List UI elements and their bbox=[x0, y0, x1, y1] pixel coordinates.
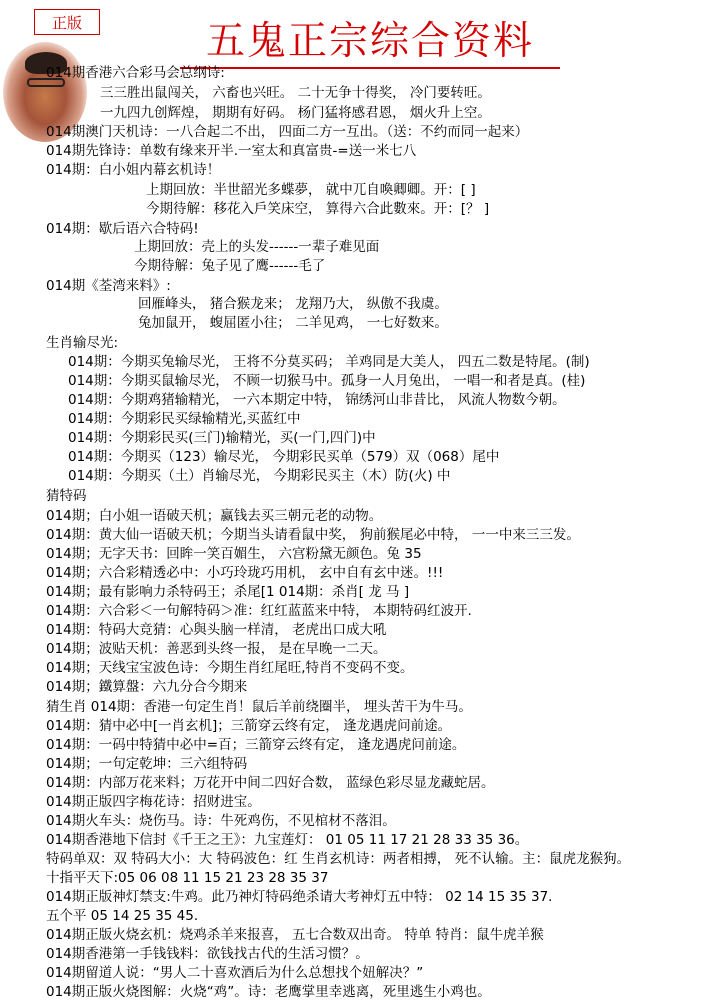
text-line: 一九四九创辉煌， 期期有好码。 杨门猛将感君恩， 烟火升上空。 bbox=[100, 105, 491, 121]
text-line: 今期待解：移花入戶笑床空， 算得六合此數來。开：[？ ] bbox=[146, 201, 490, 217]
text-line: 生肖输尽光: bbox=[46, 335, 119, 351]
text-line: 014期火车头：烧伤马。诗：牛死鸡伤，不见棺材不落泪。 bbox=[46, 813, 396, 829]
text-line: 014期；鐵算盤：六九分合今期来 bbox=[46, 679, 248, 695]
text-line: 014期；白小姐一语破天机；赢钱去买三朝元老的动物。 bbox=[46, 508, 383, 524]
text-line: 014期正版神灯禁支:牛鸡。此乃神灯特码绝杀请大考神灯五中特： 02 14 15 35 37. bbox=[46, 889, 553, 905]
text-line: 兔加鼠开， 蝮屈匿小往； 二羊见鸡， 一七好数来。 bbox=[138, 315, 448, 331]
text-line: 014期；无字天书：回眸一笑百媚生， 六宫粉黛无颜色。兔 35 bbox=[46, 546, 422, 562]
text-line: 014期；波贴天机：善恶到头终一报， 是在早晚一二天。 bbox=[46, 641, 387, 657]
text-line: 特码单双：双 特码大小：大 特码波色：红 生肖玄机诗：两者相搏， 死不认输。主：鼠虎龙猴狗。 bbox=[46, 851, 631, 867]
text-line: 014期香港地下信封《千王之王》：九宝莲灯： 01 05 11 17 21 28 33 35 36。 bbox=[46, 832, 529, 848]
text-line: 014期：白小姐内幕玄机诗！ bbox=[46, 162, 221, 178]
text-line: 014期：今期买兔输尽光， 王将不分莫买码； 羊鸡同是大美人， 四五二数是特尾。(制) bbox=[68, 354, 590, 370]
text-line: 014期：内部万花来料；万花开中间二四好合数， 蓝绿色彩尽显龙藏蛇居。 bbox=[46, 775, 495, 791]
text-line: 五个平 05 14 25 35 45. bbox=[46, 908, 199, 924]
text-line: 014期先锋诗：单数有缘来开半.一室太和真富贵-=送一米七八 bbox=[46, 143, 417, 159]
text-line: 014期香港六合彩马会总纲诗: bbox=[46, 65, 225, 81]
text-line: 014期：今期买（123）输尽光， 今期彩民买单（579）双（068）尾中 bbox=[68, 449, 500, 465]
text-line: 014期香港第一手钱钱料：欲钱找古代的生活习惯？。 bbox=[46, 946, 369, 962]
text-line: 十指平天下:05 06 08 11 15 21 23 28 35 37 bbox=[46, 870, 329, 886]
text-line: 014期澳门天机诗：一八合起二不出， 四面二方一互出。（送：不约而同一起来） bbox=[46, 124, 529, 140]
text-line: 014期：歇后语六合特码! bbox=[46, 221, 199, 237]
text-line: 014期；一句定乾坤：三六组特码 bbox=[46, 756, 248, 772]
text-line: 猜生肖 014期：香港一句定生肖！鼠后羊前绕圈半， 埋头苦干为牛马。 bbox=[46, 699, 472, 715]
text-line: 014期：特码大竞猜：心與头脑一样清， 老虎出口成大吼 bbox=[46, 622, 387, 638]
text-line: 今期待解：兔子见了鹰------毛了 bbox=[134, 258, 326, 274]
text-line: 014期：六合彩＜一句解特码＞准：红红蓝蓝来中特， 本期特码红波开. bbox=[46, 603, 472, 619]
text-line: 014期；六合彩精透必中：小巧玲珑巧用机， 玄中自有玄中迷。!!! bbox=[46, 565, 444, 581]
text-line: 猜特码 bbox=[46, 488, 87, 504]
text-line: 014期正版火烧图解：火烧“鸡”。诗：老鹰掌里幸逃离，死里逃生小鸡也。 bbox=[46, 984, 491, 1000]
text-line: 014期；最有影响力杀特码王；杀尾[1 014期：杀肖[ 龙 马 ] bbox=[46, 584, 410, 600]
text-line: 014期正版四字梅花诗：招财进宝。 bbox=[46, 794, 261, 810]
text-line: 三三胜出鼠闯关， 六畜也兴旺。 二十无争十得奖， 冷门要转旺。 bbox=[100, 85, 491, 101]
text-line: 014期；天线宝宝波色诗：今期生肖红尾旺,特肖不变码不变。 bbox=[46, 660, 414, 676]
text-line: 回雁峰头， 猪合猴龙来； 龙翔乃大， 纵傲不我虞。 bbox=[138, 296, 448, 312]
text-line: 014期：黄大仙一语破天机；今期当头请看鼠中奖， 狗前猴尾必中特， 一一中来三三发。 bbox=[46, 527, 580, 543]
page-title: 五鬼正宗综合资料 bbox=[180, 18, 560, 69]
text-line: 014期：今期彩民买(三门)输精光，买(一门,四门)中 bbox=[68, 430, 376, 446]
text-line: 014期：今期鸡猪输精光， 一六本期定中特， 锦绣河山非昔比， 风流人物数今朝。 bbox=[68, 392, 566, 408]
text-line: 014期：猜中必中[一肖玄机]；三箭穿云终有定， 逢龙遇虎问前途。 bbox=[46, 718, 452, 734]
text-line: 上期回放：壳上的头发------一辈子难见面 bbox=[134, 239, 380, 255]
edition-badge: 正版 bbox=[34, 9, 100, 35]
text-line: 014期《荃湾来料》: bbox=[46, 278, 171, 294]
text-line: 014期：今期买（土）肖输尽光， 今期彩民买主（木）防(火) 中 bbox=[68, 468, 451, 484]
text-line: 014期留道人说：“男人二十喜欢酒后为什么总想找个妞解决？” bbox=[46, 965, 424, 981]
text-line: 014期：今期彩民买绿输精光,买蓝红中 bbox=[68, 411, 301, 427]
text-line: 014期：一码中特猜中必中=百；三箭穿云终有定， 逢龙遇虎问前途。 bbox=[46, 737, 466, 753]
text-line: 014期正版火烧玄机：烧鸡杀羊来报喜， 五七合数双出奇。 特单 特肖：鼠牛虎羊猴 bbox=[46, 927, 544, 943]
text-line: 上期回放：半世韶光多蝶夢， 就中兀自喚卿卿。开：[ ] bbox=[146, 182, 476, 198]
text-line: 014期：今期买鼠输尽光， 不顾一切猴马中。孤身一人月兔出， 一唱一和者是真。(桂) bbox=[68, 373, 586, 389]
